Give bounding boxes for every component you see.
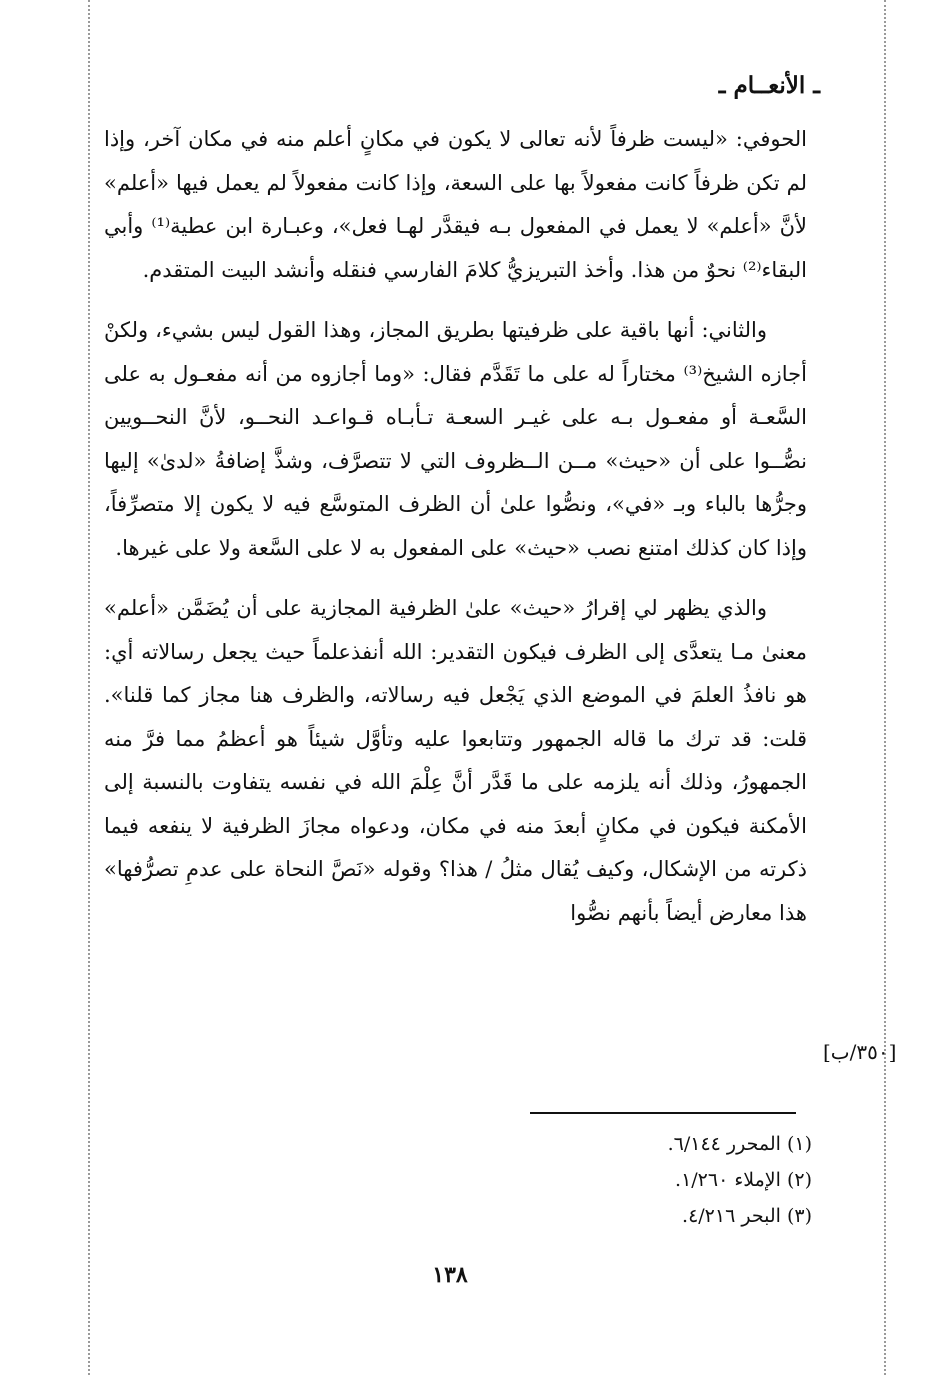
manuscript-folio-note: [٣٥٠/ب]: [823, 1040, 897, 1064]
left-margin-dotted-line: [88, 0, 90, 1375]
page-number: ١٣٨: [432, 1262, 468, 1288]
footnote-2: (٢) الإملاء ١/٢٦٠.: [675, 1169, 812, 1191]
paragraph-3: والذي يظهر لي إقرارُ «حيث» علىٰ الظرفية المجازية على أن يُضَمَّن «أعلم» معنىٰ مـا يتعدَّى إلى الظرف فيكون التقدير: الله أنفذعلماً حيث يجعل رسالاته أي: هو نافذُ العلمَ في الموضع الذي يَجْعل فيه رسالاته، والظرف هنا مجاز كما قلنا». قلت: قد ترك ما قاله الجمهور وتتابعوا عليه وتأوَّل شيئاً هو أعظمُ مما فرَّ منه الجمهورُ، وذلك أنه يلزمه على ما قَدَّر أنَّ عِلْمَ الله في نفسه يتفاوت بالنسبة إلى الأمكنة فيكون في مكانٍ أبعدَ منه في مكان، ودعواه مجازَ الظرفية لا ينفعه فيما ذكرته من الإشكال، وكيف يُقال مثلُ / هذا؟ وقوله «نَصَّ النحاة على عدمِ تصرُّفها» هذا معارض أيضاً بأنهم نصُّوا: [104, 596, 807, 925]
footnotes: [668, 1126, 812, 1234]
right-margin-dotted-line: [884, 0, 886, 1375]
footnote-3: (٣) البحر ٤/٢١٦.: [682, 1205, 812, 1227]
footnote-1: (١) المحرر ٦/١٤٤.: [667, 1133, 812, 1155]
paragraph-2: والثاني: أنها باقية على ظرفيتها بطريق المجاز، وهذا القول ليس بشيء، ولكنْ أجازه الشيخ⁽³⁾ مختاراً له على ما تَقَدَّم فقال: «وما أجازوه من أنه مفعـول به على السَّعـة أو مفعـول بـه على غيـر السعـة تـأبـاه قـواعـد النحــو، لأنَّ النحــويين نصُّــوا على أن «حيث» مــن الــظروف التي لا تتصرَّف، وشذَّ إضافةُ «لدىٰ» إليها وجرُّها بالباء وبـ «في»، ونصُّوا علىٰ أن الظرف المتوسَّع فيه لا يكون إلا متصرِّفاً، وإذا كان كذلك امتنع نصب «حيث» على المفعول به لا على السَّعة ولا على غيرها.: [104, 318, 807, 560]
running-header: ـ الأنعــام ـ: [718, 72, 820, 99]
paragraph-1: الحوفي: «ليست ظرفاً لأنه تعالى لا يكون في مكانٍ أعلم منه في مكان آخر، وإذا لم تكن ظرفاً كانت مفعولاً بها على السعة، وإذا كانت مفعولاً لم يعمل فيها «أعلم» لأنَّ «أعلم» لا يعمل في المفعول بـه فيقدَّر لهـا فعل»، وعبـارة ابن عطية⁽¹⁾ وأبي البقاء⁽²⁾ نحوٌ من هذا. وأخذ التبريزيُّ كلامَ الفارسي فنقله وأنشد البيت المتقدم.: [104, 127, 807, 282]
main-text: [104, 118, 807, 935]
footnote-separator: [530, 1112, 796, 1114]
